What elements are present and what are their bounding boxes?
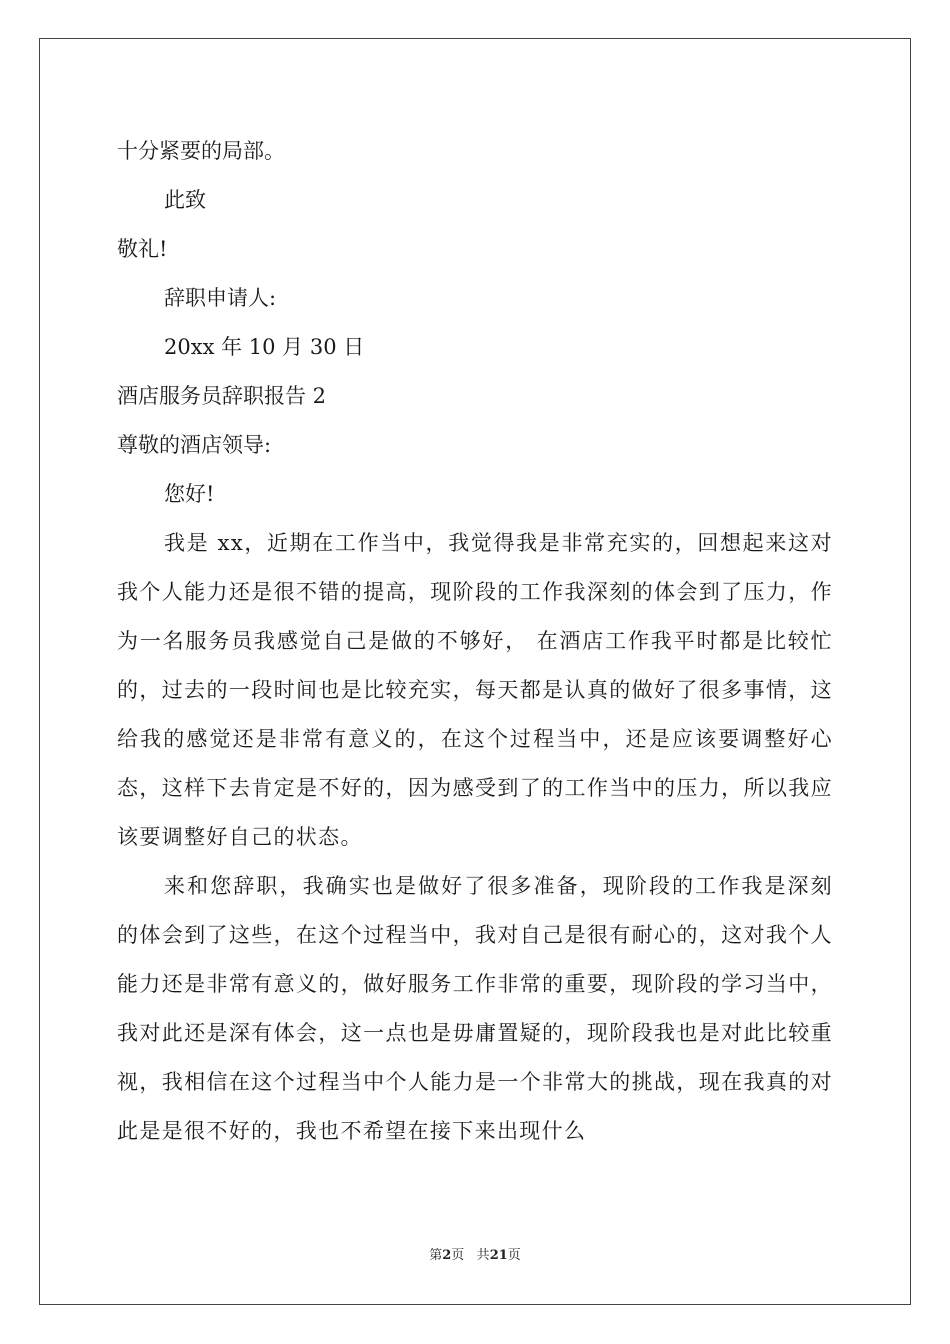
text-line: 十分紧要的局部。 bbox=[117, 139, 285, 163]
greeting: 您好! bbox=[164, 482, 215, 506]
signature-label: 辞职申请人: bbox=[164, 286, 277, 310]
closing-phrase: 此致 bbox=[164, 188, 206, 212]
page-footer bbox=[0, 1244, 950, 1263]
body-paragraph: 我是 xx，近期在工作当中，我觉得我是非常充实的，回想起来这对我个人能力还是很不错的提高，现阶段的工作我深刻的体会到了压力，作为一名服务员我感觉自己是做的不够好， 在酒店工作我平时都是比较忙的，过去的一段时间也是比较充实，每天都是认真的做好了很多事情，这给我的感觉还是非常有意义的，在这个过程当中，还是应该要调整好心态，这样下去肯定是不好的，因为感受到了的工作当中的压力，所以我应该要调整好自己的状态。 bbox=[117, 531, 833, 849]
total-suffix: 页 bbox=[507, 1248, 521, 1263]
page-prefix: 第 bbox=[429, 1248, 443, 1263]
body-paragraph: 来和您辞职，我确实也是做好了很多准备，现阶段的工作我是深刻的体会到了这些，在这个过程当中，我对自己是很有耐心的，这对我个人能力还是非常有意义的，做好服务工作非常的重要，现阶段的学习当中，我对此还是深有体会，这一点也是毋庸置疑的，现阶段我也是对此比较重视，我相信在这个过程当中个人能力是一个非常大的挑战，现在我真的对此是是很不好的，我也不希望在接下来出现什么 bbox=[117, 874, 833, 1143]
date-line: 20xx 年 10 月 30 日 bbox=[164, 335, 365, 359]
page-number: 2 bbox=[442, 1248, 452, 1263]
total-prefix: 共 bbox=[476, 1248, 490, 1263]
document-body bbox=[117, 127, 833, 1156]
total-pages: 21 bbox=[489, 1248, 508, 1263]
page-suffix: 页 bbox=[451, 1248, 465, 1263]
salutation: 尊敬的酒店领导: bbox=[117, 433, 272, 457]
section-title: 酒店服务员辞职报告 2 bbox=[117, 384, 327, 408]
closing-salute: 敬礼! bbox=[117, 237, 168, 261]
